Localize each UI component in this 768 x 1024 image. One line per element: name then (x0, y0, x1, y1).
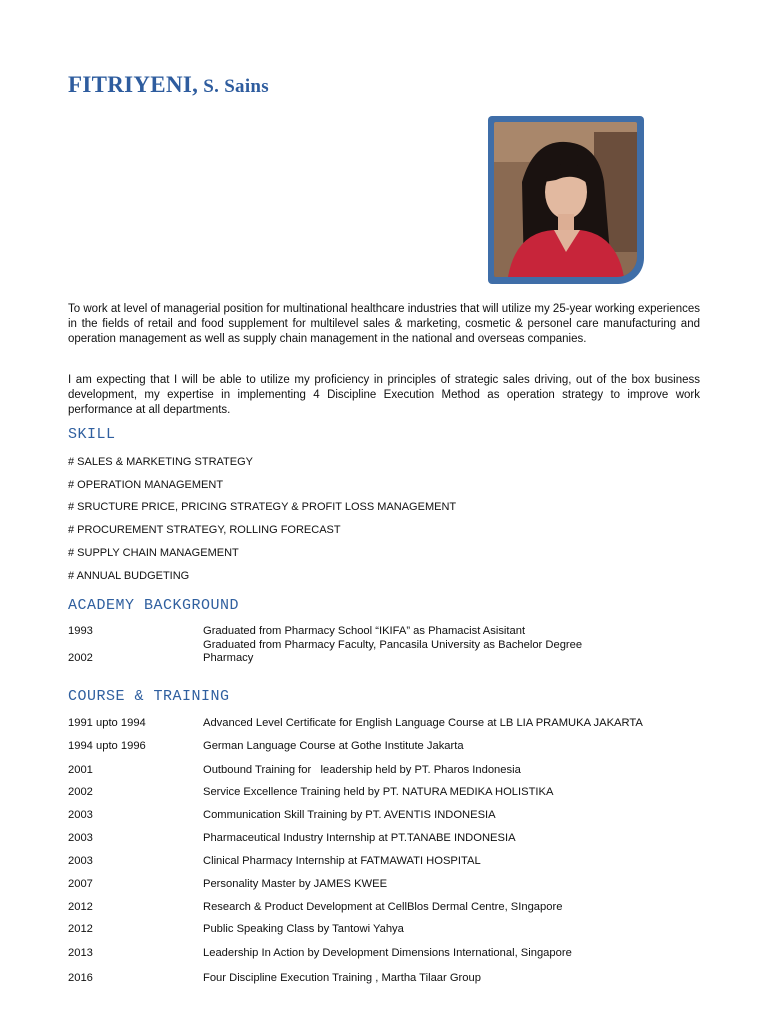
course-desc: Service Excellence Training held by PT. NATURA MEDIKA HOLISTIKA (203, 786, 554, 798)
skill-item: # OPERATION MANAGEMENT (68, 479, 224, 491)
course-year: 2003 (68, 809, 93, 821)
objective-paragraph-1: To work at level of managerial position for multinational healthcare industries that will utilize my 25-year working experiences in the fields of retail and food supplement for multilevel sales & marketing, cosmetic & personel care manufacturing and operation management as well as supply chain management in the national and overseas companies. (68, 303, 700, 346)
profile-photo-frame (488, 116, 644, 284)
course-year: 2012 (68, 901, 93, 913)
academy-year: 1993 (68, 625, 93, 637)
course-year: 2007 (68, 878, 93, 890)
course-desc: Research & Product Development at CellBlos Dermal Centre, SIngapore (203, 901, 563, 913)
course-year: 2016 (68, 972, 93, 984)
candidate-name (68, 72, 269, 98)
profile-photo (494, 122, 637, 277)
skill-item: # ANNUAL BUDGETING (68, 570, 190, 582)
academy-desc: Pharmacy (203, 652, 254, 664)
objective-paragraph-2: I am expecting that I will be able to utilize my proficiency in principles of strategic sales driving, out of the box business development, my expertise in implementing 4 Discipline Execution Method as operation strategy to improve work performance at all departments. (68, 374, 700, 417)
course-year: 2013 (68, 947, 93, 959)
course-desc: Pharmaceutical Industry Internship at PT.TANABE INDONESIA (203, 832, 516, 844)
name-main: FITRIYENI, (68, 72, 199, 97)
academy-year: 2002 (68, 652, 93, 664)
skill-item: # SUPPLY CHAIN MANAGEMENT (68, 547, 239, 559)
course-year: 1994 upto 1996 (68, 740, 146, 752)
course-year: 2012 (68, 923, 93, 935)
course-desc: Communication Skill Training by PT. AVENTIS INDONESIA (203, 809, 496, 821)
course-desc: German Language Course at Gothe Institute Jakarta (203, 740, 464, 752)
course-desc: Public Speaking Class by Tantowi Yahya (203, 923, 404, 935)
course-desc: Advanced Level Certificate for English Language Course at LB LIA PRAMUKA JAKARTA (203, 717, 643, 729)
course-desc: Outbound Training for leadership held by PT. Pharos Indonesia (203, 764, 521, 776)
academy-desc: Graduated from Pharmacy Faculty, Pancasila University as Bachelor Degree (203, 639, 583, 651)
course-year: 2001 (68, 764, 93, 776)
course-desc: Leadership In Action by Development Dimensions International, Singapore (203, 947, 572, 959)
skill-item: # SRUCTURE PRICE, PRICING STRATEGY & PROFIT LOSS MANAGEMENT (68, 501, 457, 513)
academy-section-title: ACADEMY BACKGROUND (68, 597, 240, 614)
course-section-title: COURSE & TRAINING (68, 688, 230, 705)
course-desc: Clinical Pharmacy Internship at FATMAWATI HOSPITAL (203, 855, 481, 867)
skill-item: # SALES & MARKETING STRATEGY (68, 456, 254, 468)
course-year: 2003 (68, 832, 93, 844)
course-desc: Personality Master by JAMES KWEE (203, 878, 388, 890)
course-year: 2002 (68, 786, 93, 798)
skill-item: # PROCUREMENT STRATEGY, ROLLING FORECAST (68, 524, 341, 536)
course-year: 2003 (68, 855, 93, 867)
academy-desc: Graduated from Pharmacy School “IKIFA” as Phamacist Asisitant (203, 625, 526, 637)
course-year: 1991 upto 1994 (68, 717, 146, 729)
name-degree: S. Sains (198, 76, 269, 97)
course-desc: Four Discipline Execution Training , Martha Tilaar Group (203, 972, 481, 984)
skill-section-title: SKILL (68, 426, 116, 443)
